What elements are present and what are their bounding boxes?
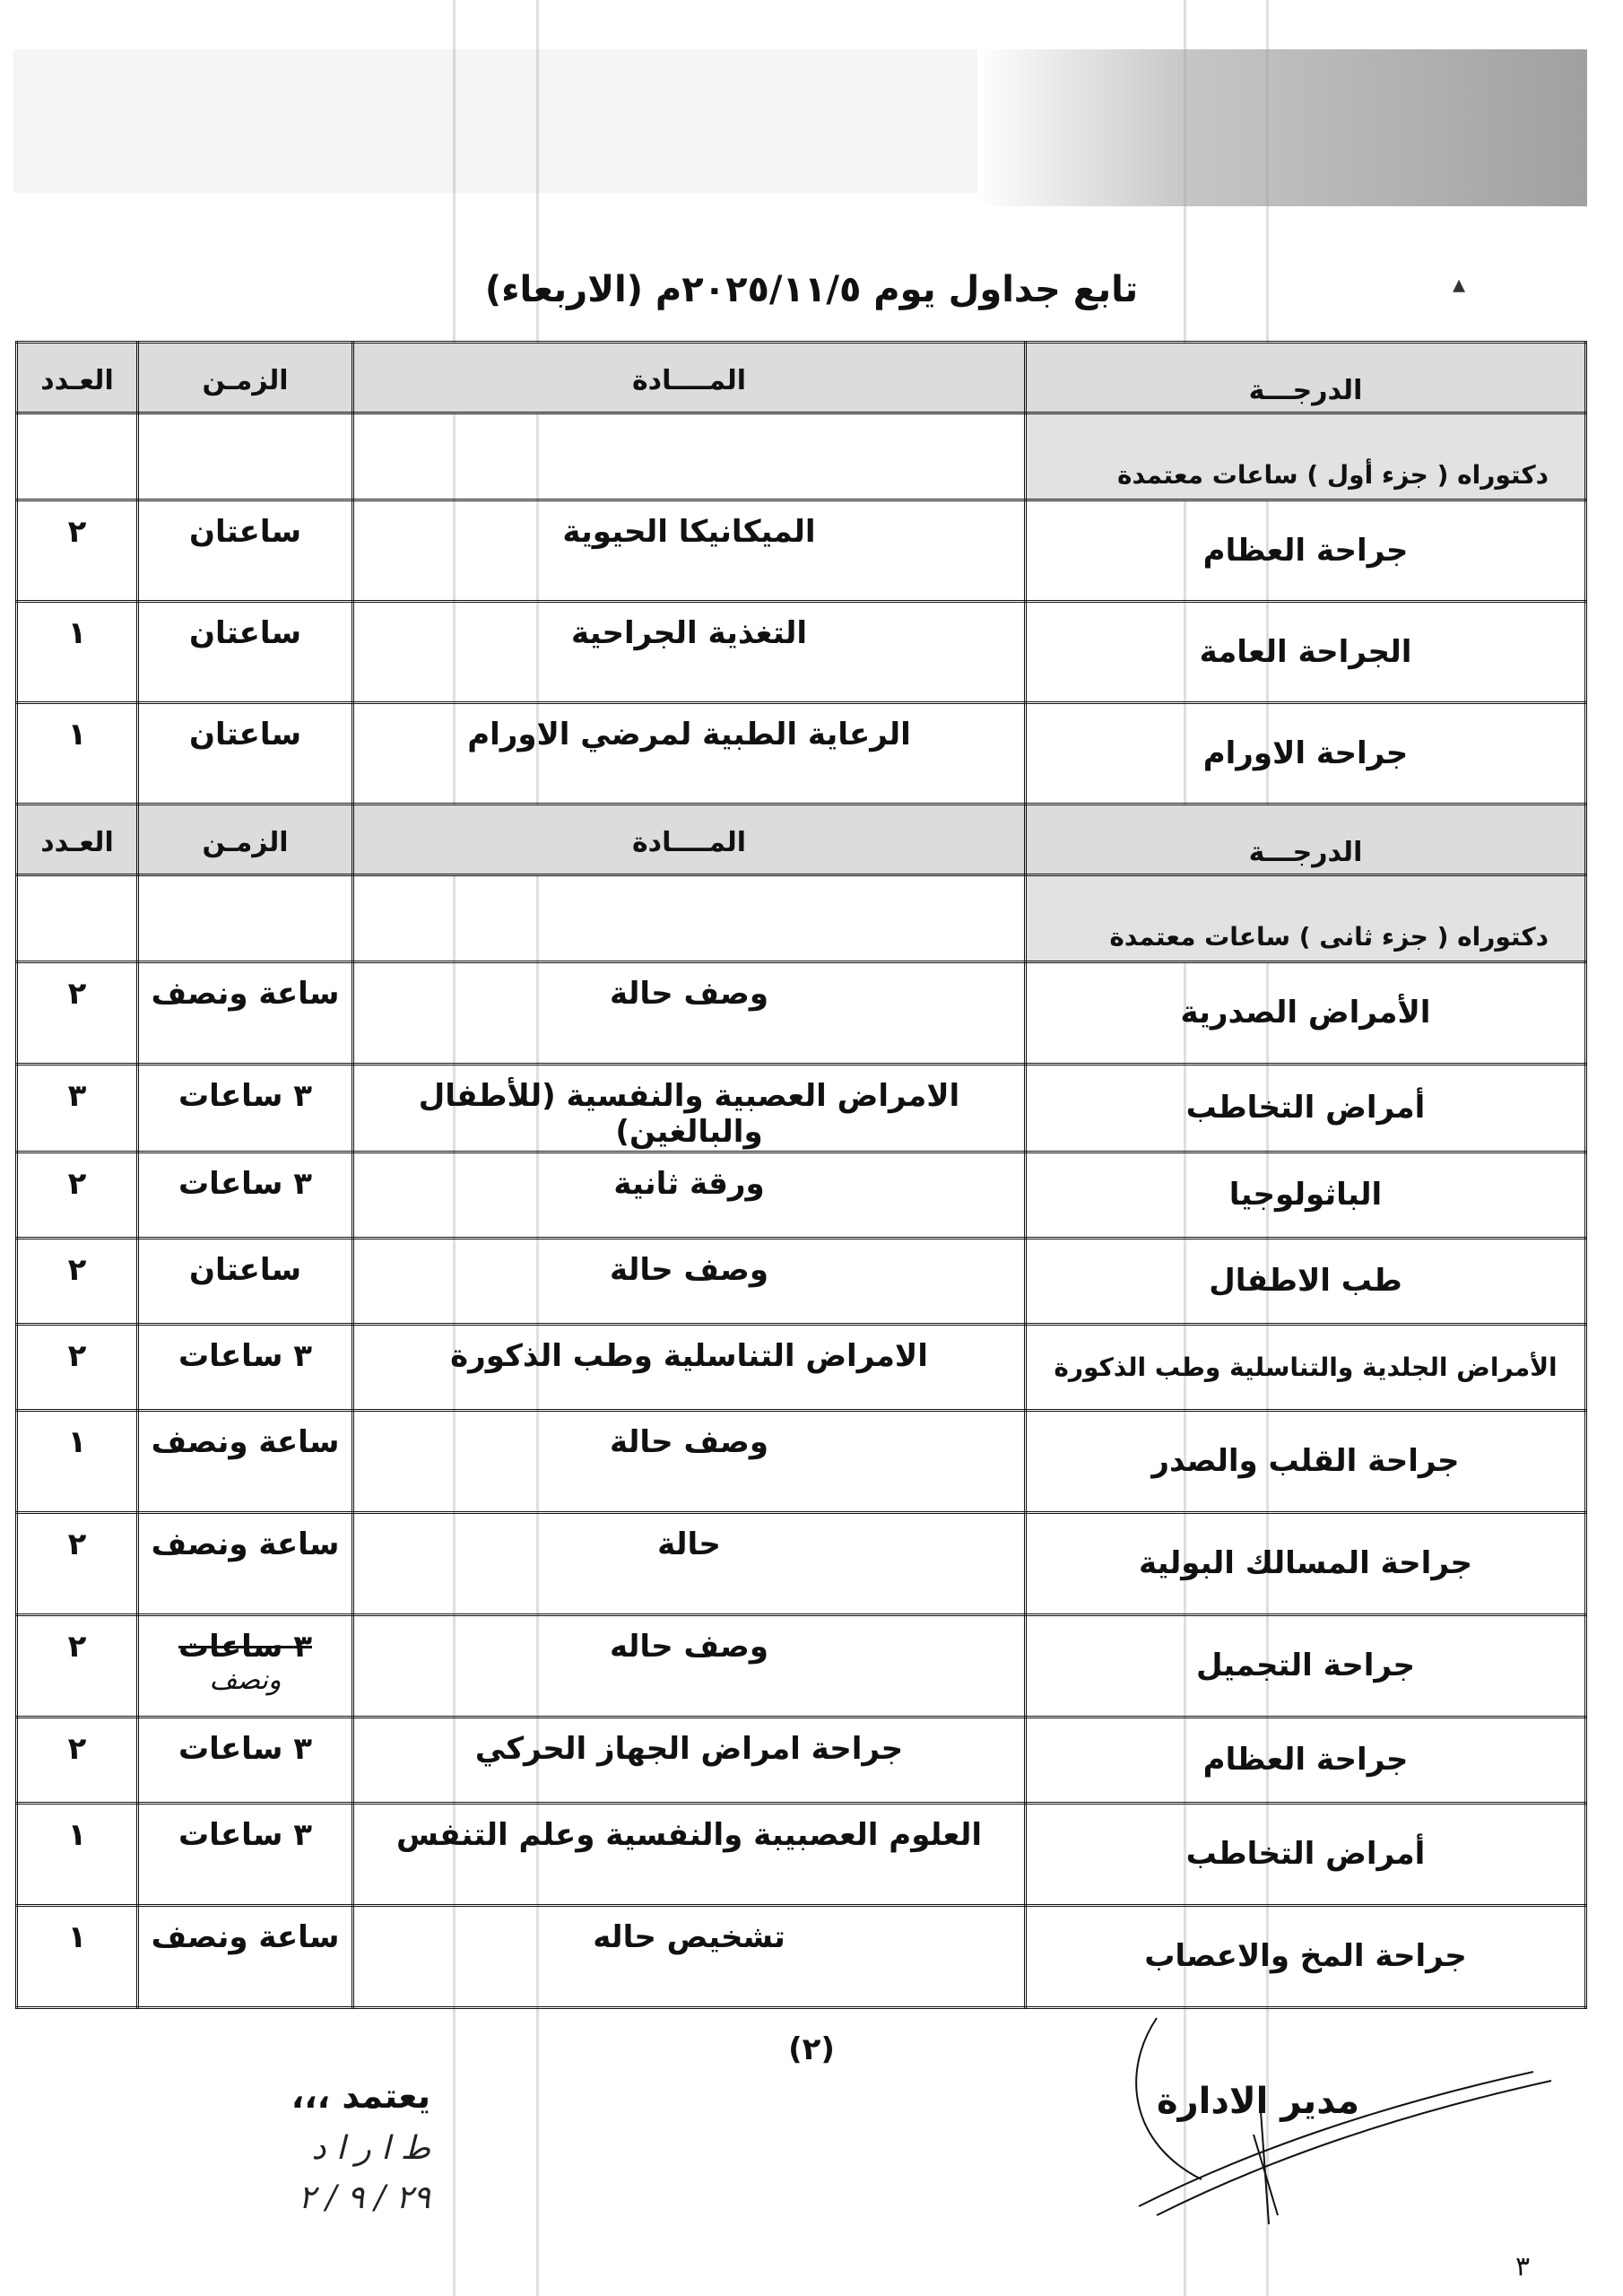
subject-cell: الامراض العصبية والنفسية (للأطفال والبالغين)	[353, 1065, 1026, 1152]
time-cell: ٣ ساعات	[138, 1325, 353, 1411]
table-row	[17, 602, 1586, 703]
subject-cell: وصف حالة	[353, 1239, 1026, 1325]
count-cell: ٢	[17, 1152, 138, 1239]
count-cell: ١	[17, 602, 138, 703]
degree-cell: جراحة الاورام	[1026, 703, 1586, 804]
approval-label: يعتمد ،،،	[291, 2076, 430, 2116]
degree-cell: جراحة العظام	[1026, 1718, 1586, 1804]
header-degree: الدرجـــة	[1026, 804, 1586, 875]
count-cell: ٢	[17, 500, 138, 602]
time-cell-amended	[138, 1615, 353, 1718]
count-cell: ١	[17, 1804, 138, 1906]
page-number-label: (٢)	[788, 2031, 835, 2067]
header-count: العـدد	[17, 343, 138, 413]
header-subject: المــــادة	[353, 804, 1026, 875]
time-cell: ٣ ساعات	[138, 1152, 353, 1239]
count-cell: ٢	[17, 1615, 138, 1718]
subject-cell: التغذية الجراحية	[353, 602, 1026, 703]
table-row	[17, 1152, 1586, 1239]
header-time: الزمـن	[138, 343, 353, 413]
handwritten-approval-date: ٢٩ / ٩ / ٢	[298, 2179, 430, 2216]
table-row	[17, 1513, 1586, 1615]
degree-cell: أمراض التخاطب	[1026, 1804, 1586, 1906]
schedule-table	[36, 341, 1587, 2009]
table-row	[17, 1804, 1586, 1906]
time-cell: ساعة ونصف	[138, 962, 353, 1065]
header-time: الزمـن	[138, 804, 353, 875]
degree-cell: جراحة المسالك البولية	[1026, 1513, 1586, 1615]
table-row	[17, 500, 1586, 602]
time-cell: ٣ ساعات	[138, 1804, 353, 1906]
scan-shadow-left	[13, 49, 977, 193]
count-cell: ٢	[17, 1239, 138, 1325]
count-cell: ١	[17, 703, 138, 804]
degree-cell: الأمراض الجلدية والتناسلية وطب الذكورة	[1026, 1325, 1586, 1411]
table-row	[17, 1615, 1586, 1718]
time-cell: ساعتان	[138, 602, 353, 703]
section-heading: دكتوراه ( جزء أول ) ساعات معتمدة	[1026, 413, 1586, 500]
table-row	[17, 1718, 1586, 1804]
time-cell: ساعة ونصف	[138, 1411, 353, 1513]
table-row	[17, 962, 1586, 1065]
time-cell: ساعة ونصف	[138, 1513, 353, 1615]
header-degree: الدرجـــة	[1026, 343, 1586, 413]
time-cell: ٣ ساعات	[138, 1718, 353, 1804]
signature-icon	[1103, 2000, 1569, 2233]
subject-cell: تشخيص حاله	[353, 1906, 1026, 2008]
degree-cell: الجراحة العامة	[1026, 602, 1586, 703]
time-cell: ساعة ونصف	[138, 1906, 353, 2008]
subject-cell: وصف حالة	[353, 1411, 1026, 1513]
subject-cell: جراحة امراض الجهاز الحركي	[353, 1718, 1026, 1804]
subject-cell: الامراض التناسلية وطب الذكورة	[353, 1325, 1026, 1411]
table-row	[17, 1065, 1586, 1152]
subject-cell: وصف حاله	[353, 1615, 1026, 1718]
count-cell: ٢	[17, 1718, 138, 1804]
degree-cell: جراحة المخ والاعصاب	[1026, 1906, 1586, 2008]
degree-cell: جراحة التجميل	[1026, 1615, 1586, 1718]
table-header-row	[17, 343, 1586, 413]
count-cell: ١	[17, 1411, 138, 1513]
subject-cell: الميكانيكا الحيوية	[353, 500, 1026, 602]
section-heading-row	[17, 875, 1586, 962]
time-cell: ساعتان	[138, 500, 353, 602]
section-heading: دكتوراه ( جزء ثانى ) ساعات معتمدة	[1026, 875, 1586, 962]
degree-cell: أمراض التخاطب	[1026, 1065, 1586, 1152]
count-cell: ٢	[17, 1325, 138, 1411]
manager-title: مدير الادارة	[1157, 2081, 1360, 2122]
subject-cell: حالة	[353, 1513, 1026, 1615]
count-cell: ٢	[17, 962, 138, 1065]
degree-cell: الباثولوجيا	[1026, 1152, 1586, 1239]
struck-time-text: ٣ ساعات	[178, 1629, 312, 1665]
subject-cell: وصف حالة	[353, 962, 1026, 1065]
degree-cell: الأمراض الصدرية	[1026, 962, 1586, 1065]
header-count: العـدد	[17, 804, 138, 875]
handwritten-time-correction: ونصف	[209, 1665, 282, 1696]
table-header-row	[17, 804, 1586, 875]
scan-shadow-right	[977, 49, 1587, 206]
subject-cell: العلوم العصبيبة والنفسية وعلم التنفس	[353, 1804, 1026, 1906]
table-row	[17, 1411, 1586, 1513]
stray-mark: ▴	[1453, 269, 1466, 299]
count-cell: ٢	[17, 1513, 138, 1615]
count-cell: ١	[17, 1906, 138, 2008]
subject-cell: الرعاية الطبية لمرضي الاورام	[353, 703, 1026, 804]
table-row	[17, 1325, 1586, 1411]
handwritten-approval-note: ط ا ر ا د	[311, 2130, 430, 2167]
table-row	[17, 703, 1586, 804]
time-cell: ساعتان	[138, 1239, 353, 1325]
time-cell: ٣ ساعات	[138, 1065, 353, 1152]
header-subject: المــــادة	[353, 343, 1026, 413]
table-row	[17, 1906, 1586, 2008]
degree-cell: طب الاطفال	[1026, 1239, 1586, 1325]
table-row	[17, 1239, 1586, 1325]
time-cell: ساعتان	[138, 703, 353, 804]
degree-cell: جراحة القلب والصدر	[1026, 1411, 1586, 1513]
document-title: تابع جداول يوم ٢٠٢٥/١١/٥م (الاربعاء)	[484, 269, 1139, 310]
section-heading-row	[17, 413, 1586, 500]
degree-cell: جراحة العظام	[1026, 500, 1586, 602]
count-cell: ٣	[17, 1065, 138, 1152]
corner-page-number: ٣	[1515, 2251, 1531, 2283]
subject-cell: ورقة ثانية	[353, 1152, 1026, 1239]
